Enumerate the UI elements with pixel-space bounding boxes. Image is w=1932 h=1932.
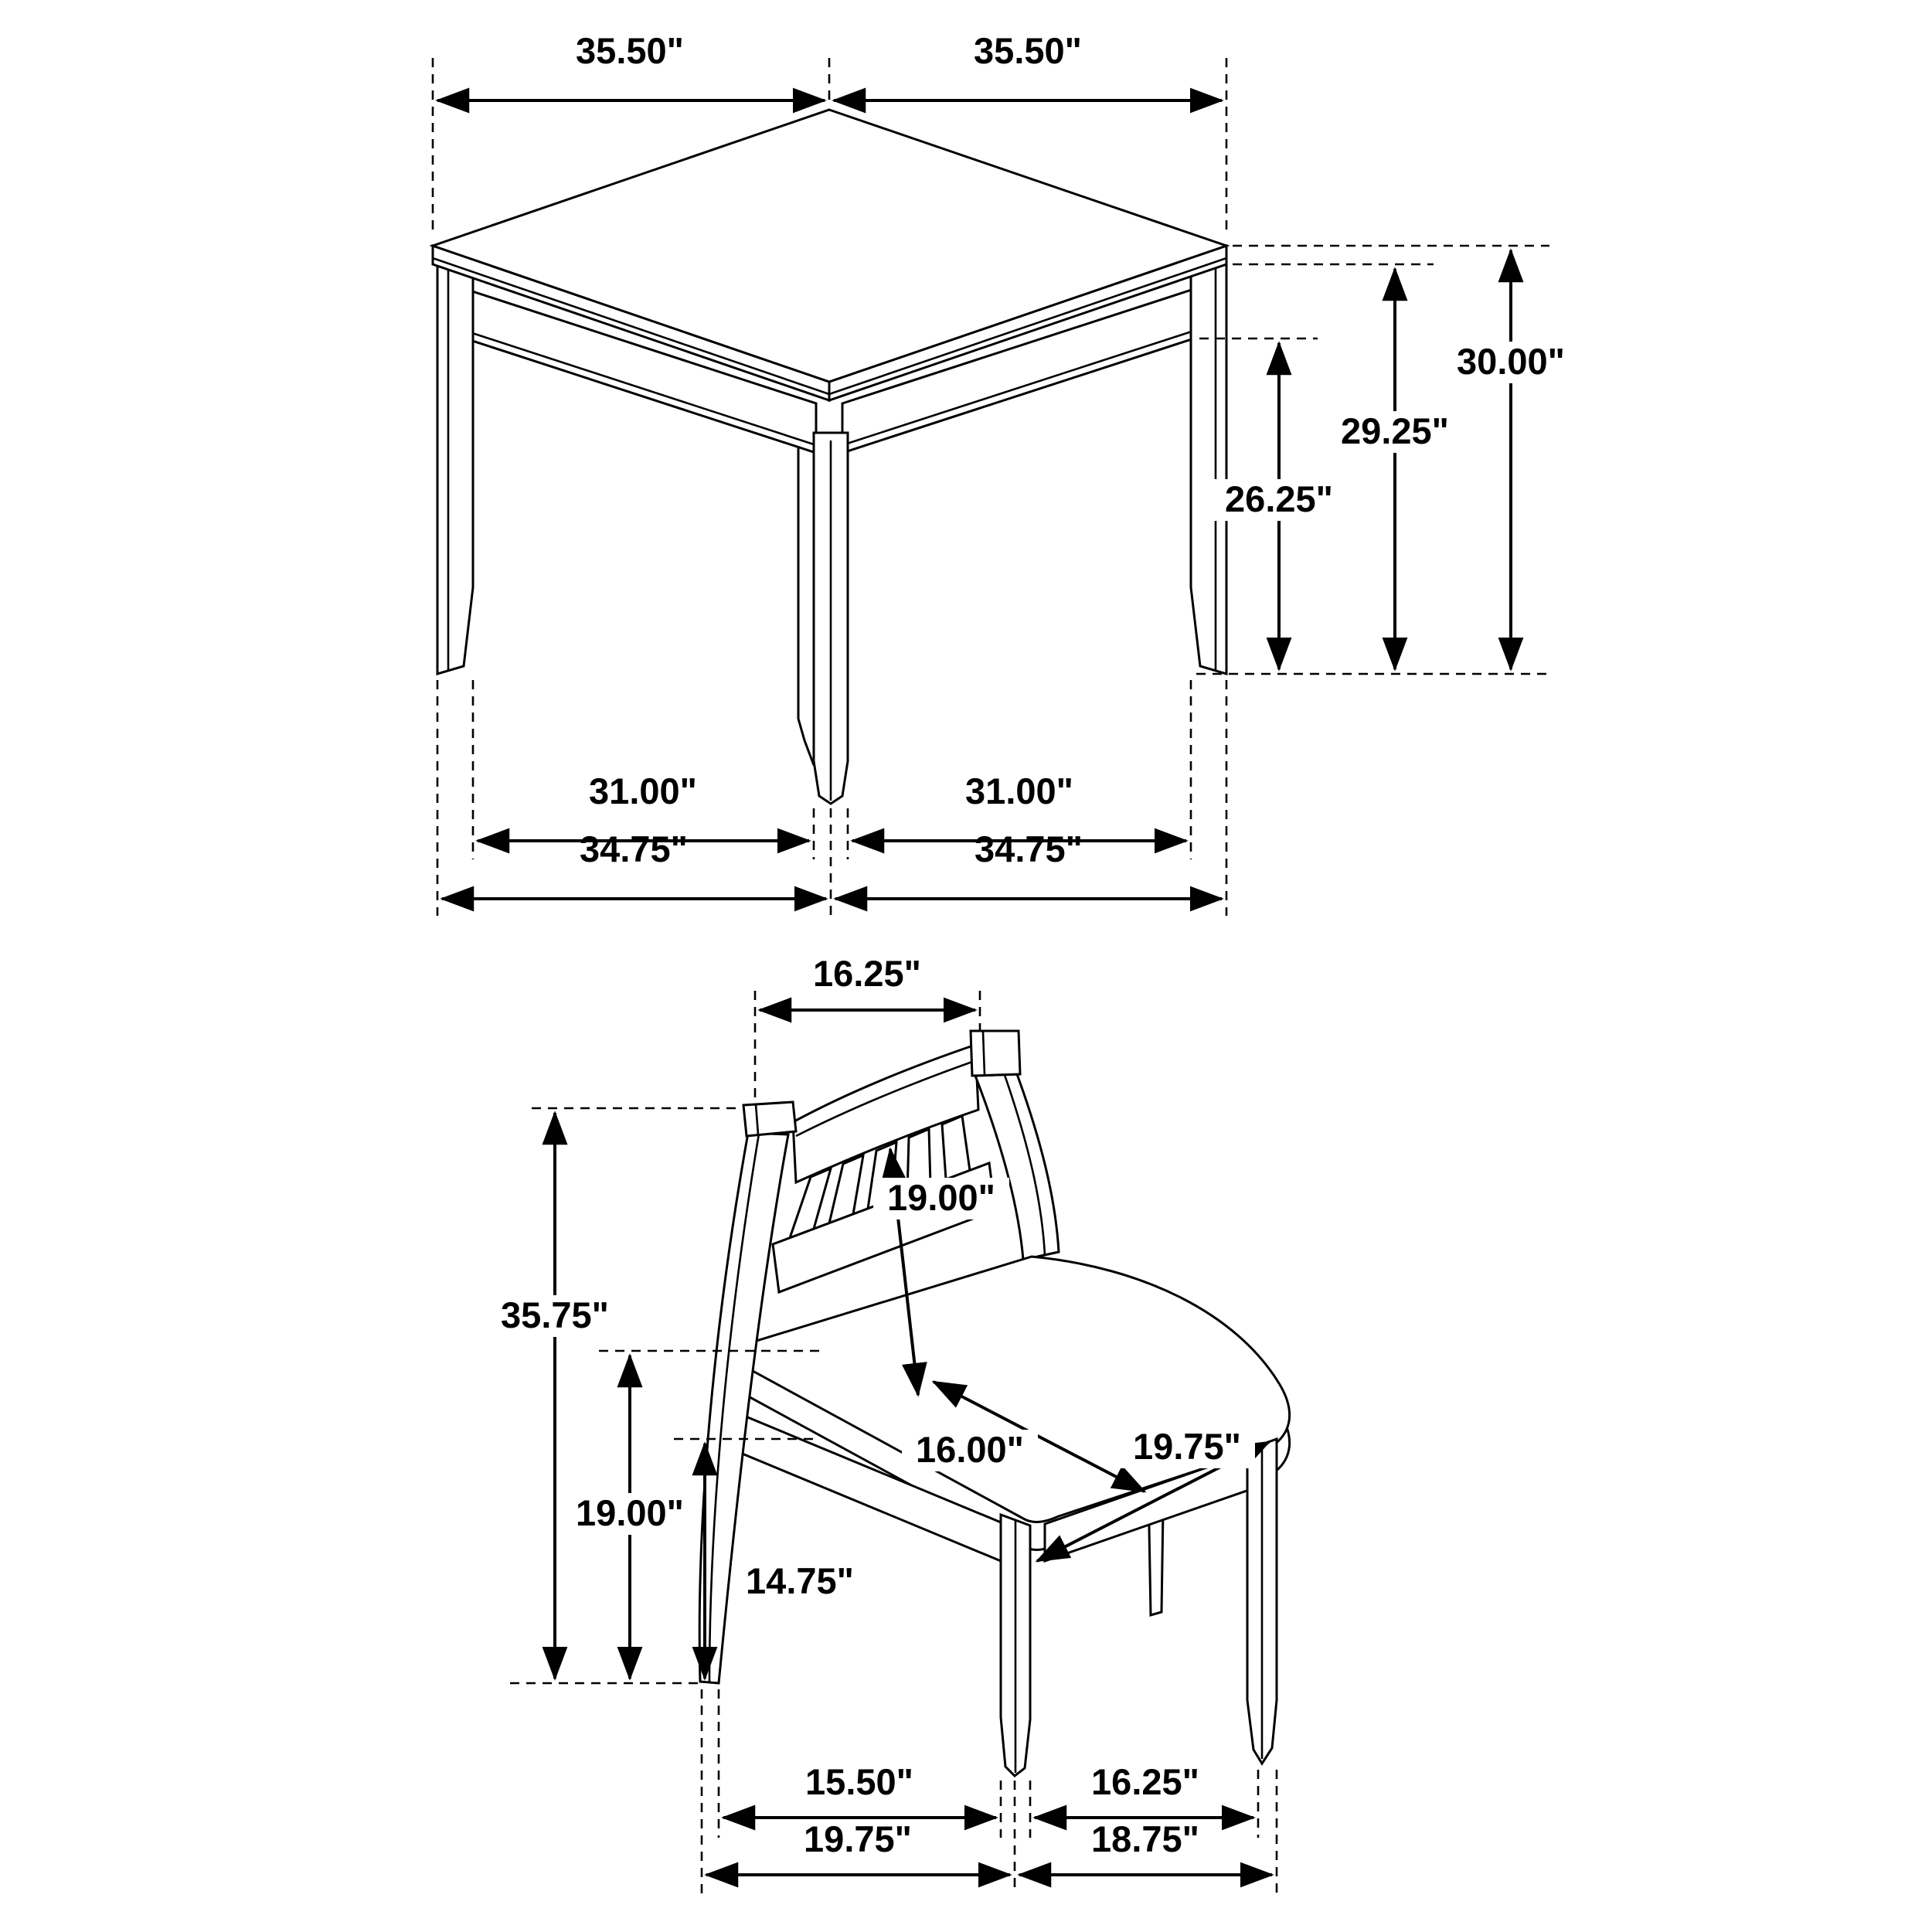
- chair-drawing: [699, 1031, 1289, 1776]
- table-dimensions: [433, 30, 1579, 916]
- table-underside-height-label: [1327, 410, 1463, 453]
- chair-outer-span-side-label: 18.75": [1091, 1818, 1199, 1859]
- svg-text:14.75": 14.75": [746, 1560, 854, 1601]
- chair-seat-width-label: [1119, 1426, 1255, 1468]
- svg-text:19.00": 19.00": [887, 1177, 995, 1218]
- svg-text:30.00": 30.00": [1457, 341, 1565, 382]
- back-slat: [942, 1116, 970, 1179]
- table-outer-span-right-label: 34.75": [975, 828, 1083, 869]
- table-inner-span-right-label: 31.00": [965, 770, 1073, 811]
- chair-back-height-label: [873, 1177, 1009, 1219]
- table-top-width-left-label: 35.50": [576, 30, 684, 71]
- chair-back-width-label: 16.25": [813, 953, 921, 994]
- chair-seat-depth-label: [902, 1429, 1038, 1471]
- table-back-leg: [798, 421, 814, 765]
- svg-text:19.00": 19.00": [576, 1492, 684, 1533]
- table-drawing: [433, 110, 1226, 804]
- chair-outer-span-front-label: 19.75": [804, 1818, 912, 1859]
- table-outer-span-left-label: 34.75": [580, 828, 688, 869]
- table-apron-clearance-label: [1211, 478, 1347, 521]
- svg-text:19.75": 19.75": [1133, 1426, 1241, 1467]
- table-top-width-right-label: 35.50": [974, 30, 1082, 71]
- table-leg-left: [437, 255, 473, 674]
- chair-inner-span-side-label: 16.25": [1091, 1761, 1199, 1802]
- table-overall-height-label: [1443, 341, 1579, 383]
- table-inner-span-left-label: 31.00": [589, 770, 697, 811]
- chair-frame-height-label: [732, 1560, 868, 1603]
- svg-text:35.75": 35.75": [501, 1294, 609, 1335]
- svg-text:16.00": 16.00": [916, 1429, 1024, 1470]
- chair-seat-height-label: [562, 1492, 698, 1535]
- table-leg-right: [1191, 255, 1226, 674]
- svg-text:29.25": 29.25": [1341, 410, 1449, 451]
- chair-right-stile-cap: [971, 1031, 1020, 1076]
- svg-text:26.25": 26.25": [1225, 478, 1333, 519]
- chair-left-stile-cap: [743, 1102, 796, 1136]
- chair-overall-height-label: [487, 1294, 623, 1337]
- chair-inner-span-front-label: 15.50": [805, 1761, 913, 1802]
